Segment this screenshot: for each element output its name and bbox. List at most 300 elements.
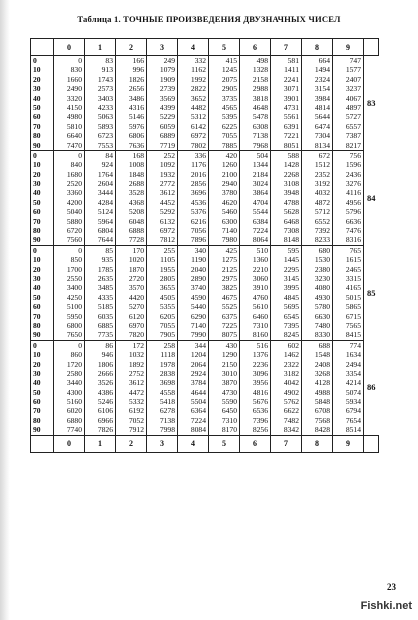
row-label: 10 — [33, 65, 41, 75]
product-value: 6640 — [66, 131, 82, 141]
product-value: 6225 — [221, 121, 237, 131]
product-column — [333, 340, 364, 435]
product-value: 6142 — [190, 121, 206, 131]
product-value: 4675 — [221, 292, 237, 302]
product-value: 4558 — [159, 387, 175, 397]
product-value: 7740 — [66, 425, 82, 435]
product-value: 996 — [132, 65, 144, 75]
product-value: 860 — [70, 350, 82, 360]
row-label: 80 — [33, 320, 41, 330]
product-value: 6536 — [252, 406, 268, 416]
product-value: 2210 — [252, 264, 268, 274]
column-header: 6 — [240, 39, 271, 56]
product-value: 2064 — [190, 359, 206, 369]
product-value: 498 — [256, 56, 268, 65]
product-value: 3870 — [221, 378, 237, 388]
product-value: 6048 — [128, 216, 144, 226]
product-column — [147, 56, 178, 151]
product-value: 1092 — [159, 160, 175, 170]
product-value: 7396 — [252, 415, 268, 425]
product-value: 5628 — [283, 207, 299, 217]
product-column — [209, 340, 240, 435]
product-value: 3864 — [252, 188, 268, 198]
product-column — [271, 340, 302, 435]
product-value: 5780 — [314, 302, 330, 312]
product-value: 2465 — [345, 264, 361, 274]
product-value: 6885 — [97, 320, 113, 330]
product-value: 8084 — [190, 425, 206, 435]
row-label: 60 — [33, 397, 41, 407]
product-value: 3354 — [345, 368, 361, 378]
product-value: 6375 — [221, 311, 237, 321]
product-value: 7885 — [221, 140, 237, 150]
product-value: 166 — [132, 56, 144, 65]
product-value: 5015 — [345, 292, 361, 302]
product-value: 1764 — [97, 169, 113, 179]
product-value: 7905 — [159, 330, 175, 340]
product-value: 344 — [194, 340, 206, 350]
product-value: 1806 — [97, 359, 113, 369]
product-value: 2550 — [66, 273, 82, 283]
product-value: 4760 — [252, 292, 268, 302]
product-value: 7476 — [345, 226, 361, 236]
product-value: 3024 — [252, 179, 268, 189]
product-value: 7728 — [128, 235, 144, 245]
product-value: 5893 — [97, 121, 113, 131]
product-value: 0 — [78, 56, 82, 65]
product-column — [333, 245, 364, 340]
product-value: 6391 — [283, 121, 299, 131]
product-column — [147, 150, 178, 245]
product-value: 3071 — [283, 84, 299, 94]
column-header: 4 — [178, 39, 209, 56]
product-value: 602 — [287, 340, 299, 350]
product-value: 1118 — [160, 350, 175, 360]
product-value: 340 — [194, 245, 206, 255]
product-value: 2688 — [128, 179, 144, 189]
product-value: 1870 — [128, 264, 144, 274]
product-value: 5644 — [314, 112, 330, 122]
product-value: 2739 — [159, 84, 175, 94]
product-value: 1978 — [159, 359, 175, 369]
product-value: 1462 — [283, 350, 299, 360]
product-column — [302, 56, 333, 151]
product-value: 415 — [225, 56, 237, 65]
header-corner-cell — [31, 39, 54, 56]
product-value: 4956 — [345, 197, 361, 207]
product-value: 5185 — [97, 302, 113, 312]
table-title: Таблица 1. ТОЧНЫЕ ПРОИЗВЕДЕНИЯ ДВУЗНАЧНЫХ ЧИСЕЛ — [77, 14, 341, 24]
product-value: 2268 — [283, 169, 299, 179]
header-row-top — [31, 39, 379, 56]
product-value: 3154 — [314, 84, 330, 94]
product-value: 7568 — [314, 415, 330, 425]
row-label: 30 — [33, 273, 41, 283]
product-value: 2822 — [190, 84, 206, 94]
product-value: 5040 — [66, 207, 82, 217]
product-value: 4080 — [314, 283, 330, 293]
product-value: 7719 — [159, 140, 175, 150]
row-label: 50 — [33, 387, 41, 397]
product-value: 2940 — [221, 179, 237, 189]
product-value: 3060 — [252, 273, 268, 283]
product-value: 0 — [78, 245, 82, 255]
product-value: 913 — [101, 65, 113, 75]
row-label: 90 — [33, 235, 41, 245]
product-value: 664 — [318, 56, 330, 65]
product-value: 4902 — [283, 387, 299, 397]
column-header: 3 — [147, 39, 178, 56]
product-column — [209, 150, 240, 245]
row-label-column — [31, 245, 54, 340]
product-value: 7310 — [221, 415, 237, 425]
product-value: 4250 — [66, 292, 82, 302]
product-value: 2436 — [345, 169, 361, 179]
product-value: 4565 — [221, 102, 237, 112]
product-value: 1596 — [345, 160, 361, 170]
product-value: 7650 — [66, 330, 82, 340]
table-band — [31, 245, 379, 340]
product-value: 6800 — [66, 320, 82, 330]
product-value: 7224 — [190, 415, 206, 425]
product-value: 4165 — [345, 283, 361, 293]
product-value: 3096 — [252, 368, 268, 378]
product-value: 5880 — [66, 216, 82, 226]
row-label: 0 — [33, 245, 37, 255]
product-value: 6020 — [66, 406, 82, 416]
product-value: 1892 — [128, 359, 144, 369]
product-value: 7482 — [283, 415, 299, 425]
product-value: 2322 — [283, 359, 299, 369]
product-value: 5610 — [252, 302, 268, 312]
product-value: 83 — [105, 56, 113, 65]
product-value: 8342 — [283, 425, 299, 435]
product-value: 1245 — [221, 65, 237, 75]
product-value: 6880 — [66, 415, 82, 425]
product-value: 3268 — [314, 368, 330, 378]
product-value: 7912 — [128, 425, 144, 435]
product-value: 7990 — [190, 330, 206, 340]
row-label: 0 — [33, 56, 37, 65]
product-value: 6720 — [66, 226, 82, 236]
column-header: 2 — [116, 39, 147, 56]
product-value: 6120 — [128, 311, 144, 321]
multiplication-table — [30, 38, 379, 453]
product-value: 4505 — [159, 292, 175, 302]
product-value: 1680 — [66, 169, 82, 179]
product-value: 1785 — [97, 264, 113, 274]
product-value: 588 — [287, 150, 299, 160]
product-value: 7896 — [190, 235, 206, 245]
product-value: 4704 — [252, 197, 268, 207]
column-header: 9 — [333, 39, 364, 56]
product-value: 2352 — [314, 169, 330, 179]
watermark: Fishki.net — [360, 600, 412, 612]
product-value: 5478 — [252, 112, 268, 122]
row-label: 40 — [33, 283, 41, 293]
product-value: 3612 — [128, 378, 144, 388]
product-value: 2772 — [159, 179, 175, 189]
row-label: 60 — [33, 302, 41, 312]
product-value: 7221 — [283, 131, 299, 141]
product-value: 5229 — [159, 112, 175, 122]
product-value: 8256 — [252, 425, 268, 435]
row-label: 10 — [33, 350, 41, 360]
product-value: 3528 — [128, 188, 144, 198]
column-header: 0 — [54, 39, 85, 56]
product-value: 3901 — [283, 93, 299, 103]
product-value: 6300 — [221, 216, 237, 226]
product-value: 6806 — [128, 131, 144, 141]
product-value: 3400 — [66, 283, 82, 293]
product-value: 4788 — [283, 197, 299, 207]
row-label-column — [31, 56, 54, 151]
product-value: 0 — [78, 150, 82, 160]
product-value: 2890 — [190, 273, 206, 283]
column-header: 7 — [271, 435, 302, 452]
product-value: 7470 — [66, 140, 82, 150]
product-value: 3526 — [97, 378, 113, 388]
row-label: 90 — [33, 330, 41, 340]
product-value: 4472 — [128, 387, 144, 397]
product-value: 5504 — [190, 397, 206, 407]
product-value: 4620 — [221, 197, 237, 207]
product-value: 420 — [225, 150, 237, 160]
product-value: 4214 — [345, 378, 361, 388]
product-value: 8148 — [283, 235, 299, 245]
column-header: 1 — [85, 435, 116, 452]
product-value: 3655 — [159, 283, 175, 293]
product-value: 6364 — [190, 406, 206, 416]
product-column — [240, 56, 271, 151]
product-value: 2975 — [221, 273, 237, 283]
product-value: 2324 — [314, 74, 330, 84]
product-value: 4200 — [66, 197, 82, 207]
product-column — [85, 340, 116, 435]
product-value: 6192 — [128, 406, 144, 416]
product-value: 5712 — [314, 207, 330, 217]
product-value: 2656 — [128, 84, 144, 94]
product-value: 5676 — [252, 397, 268, 407]
product-value: 1020 — [128, 255, 144, 265]
product-value: 7820 — [128, 330, 144, 340]
product-value: 1992 — [190, 74, 206, 84]
product-value: 4386 — [97, 387, 113, 397]
product-value: 510 — [256, 245, 268, 255]
product-value: 924 — [101, 160, 113, 170]
product-value: 2805 — [159, 273, 175, 283]
product-column — [271, 245, 302, 340]
product-value: 840 — [70, 160, 82, 170]
product-column — [116, 150, 147, 245]
product-value: 4233 — [97, 102, 113, 112]
product-value: 2752 — [128, 368, 144, 378]
product-value: 6035 — [97, 311, 113, 321]
row-label: 60 — [33, 112, 41, 122]
product-value: 1105 — [160, 255, 175, 265]
product-column — [147, 245, 178, 340]
column-header: 3 — [147, 435, 178, 452]
product-value: 7480 — [314, 320, 330, 330]
product-value: 2075 — [221, 74, 237, 84]
product-value: 1548 — [314, 350, 330, 360]
product-value: 6557 — [345, 121, 361, 131]
product-value: 8051 — [283, 140, 299, 150]
product-value: 516 — [256, 340, 268, 350]
header-corner-cell — [31, 435, 54, 452]
product-value: 7138 — [159, 415, 175, 425]
product-value: 1360 — [252, 255, 268, 265]
product-value: 4032 — [314, 188, 330, 198]
product-value: 5100 — [66, 302, 82, 312]
product-value: 6708 — [314, 406, 330, 416]
product-value: 4482 — [190, 102, 206, 112]
product-value: 6972 — [190, 131, 206, 141]
column-header: 1 — [85, 39, 116, 56]
product-value: 7225 — [221, 320, 237, 330]
product-value: 1344 — [252, 160, 268, 170]
product-value: 252 — [163, 150, 175, 160]
product-value: 4845 — [283, 292, 299, 302]
product-value: 1720 — [66, 359, 82, 369]
product-value: 6132 — [159, 216, 175, 226]
row-label: 80 — [33, 131, 41, 141]
product-value: 8330 — [314, 330, 330, 340]
product-value: 5460 — [221, 207, 237, 217]
product-value: 1909 — [159, 74, 175, 84]
column-header: 2 — [116, 435, 147, 452]
product-value: 172 — [132, 340, 144, 350]
product-value: 7395 — [283, 320, 299, 330]
product-value: 7980 — [221, 235, 237, 245]
product-value: 5292 — [159, 207, 175, 217]
product-value: 332 — [194, 56, 206, 65]
product-value: 1445 — [283, 255, 299, 265]
product-value: 170 — [132, 245, 144, 255]
product-value: 765 — [349, 245, 361, 255]
product-value: 5160 — [66, 397, 82, 407]
product-value: 4368 — [128, 197, 144, 207]
product-value: 7553 — [97, 140, 113, 150]
product-value: 1376 — [252, 350, 268, 360]
product-value: 8170 — [221, 425, 237, 435]
product-value: 4988 — [314, 387, 330, 397]
product-value: 3995 — [283, 283, 299, 293]
product-value: 1634 — [345, 350, 361, 360]
row-label-column — [31, 150, 54, 245]
product-value: 7304 — [314, 131, 330, 141]
product-value: 504 — [256, 150, 268, 160]
product-value: 6384 — [252, 216, 268, 226]
product-value: 2490 — [66, 84, 82, 94]
product-value: 1530 — [314, 255, 330, 265]
product-value: 7644 — [97, 235, 113, 245]
product-column — [54, 150, 85, 245]
product-value: 2924 — [190, 368, 206, 378]
product-value: 8514 — [345, 425, 361, 435]
product-value: 5312 — [190, 112, 206, 122]
product-column — [54, 245, 85, 340]
product-value: 2666 — [97, 368, 113, 378]
product-value: 3696 — [190, 188, 206, 198]
product-value: 4814 — [314, 102, 330, 112]
product-column — [333, 150, 364, 245]
product-value: 6889 — [159, 131, 175, 141]
product-value: 3315 — [345, 273, 361, 283]
book-spine-shadow — [0, 0, 10, 620]
product-value: 7052 — [128, 415, 144, 425]
product-value: 3825 — [221, 283, 237, 293]
product-value: 850 — [70, 255, 82, 265]
multiplier-marker: 85 — [367, 287, 376, 298]
product-value: 5440 — [190, 302, 206, 312]
product-value: 5727 — [345, 112, 361, 122]
product-value: 3145 — [283, 273, 299, 283]
product-value: 425 — [225, 245, 237, 255]
product-column — [333, 56, 364, 151]
row-label: 20 — [33, 74, 41, 84]
product-column — [116, 56, 147, 151]
product-value: 7392 — [314, 226, 330, 236]
product-value: 168 — [132, 150, 144, 160]
product-value: 3237 — [345, 84, 361, 94]
product-column — [302, 245, 333, 340]
product-value: 255 — [163, 245, 175, 255]
product-value: 7560 — [66, 235, 82, 245]
product-value: 4648 — [252, 102, 268, 112]
product-value: 5544 — [252, 207, 268, 217]
row-label: 70 — [33, 311, 41, 321]
product-value: 6450 — [221, 406, 237, 416]
product-value: 3910 — [252, 283, 268, 293]
product-value: 1032 — [128, 350, 144, 360]
product-value: 3569 — [159, 93, 175, 103]
product-value: 2856 — [190, 179, 206, 189]
product-value: 1826 — [128, 74, 144, 84]
product-value: 688 — [318, 340, 330, 350]
product-value: 3486 — [128, 93, 144, 103]
product-value: 4872 — [314, 197, 330, 207]
column-header: 5 — [209, 435, 240, 452]
product-value: 1328 — [252, 65, 268, 75]
product-value: 7138 — [252, 131, 268, 141]
row-label: 10 — [33, 160, 41, 170]
product-value: 7055 — [159, 320, 175, 330]
product-column — [54, 56, 85, 151]
product-value: 8428 — [314, 425, 330, 435]
product-value: 2635 — [97, 273, 113, 283]
product-value: 7387 — [345, 131, 361, 141]
product-value: 2125 — [221, 264, 237, 274]
product-value: 8245 — [283, 330, 299, 340]
product-column — [178, 150, 209, 245]
header-end-cell — [364, 39, 379, 56]
product-value: 4316 — [128, 102, 144, 112]
product-value: 249 — [163, 56, 175, 65]
product-value: 3360 — [66, 188, 82, 198]
product-value: 1008 — [128, 160, 144, 170]
row-label: 40 — [33, 188, 41, 198]
product-value: 830 — [70, 65, 82, 75]
product-value: 2520 — [66, 179, 82, 189]
product-value: 680 — [318, 245, 330, 255]
product-value: 5124 — [97, 207, 113, 217]
table-band — [31, 340, 379, 435]
product-column — [147, 340, 178, 435]
product-value: 3192 — [314, 179, 330, 189]
column-header: 8 — [302, 39, 333, 56]
row-label: 70 — [33, 121, 41, 131]
